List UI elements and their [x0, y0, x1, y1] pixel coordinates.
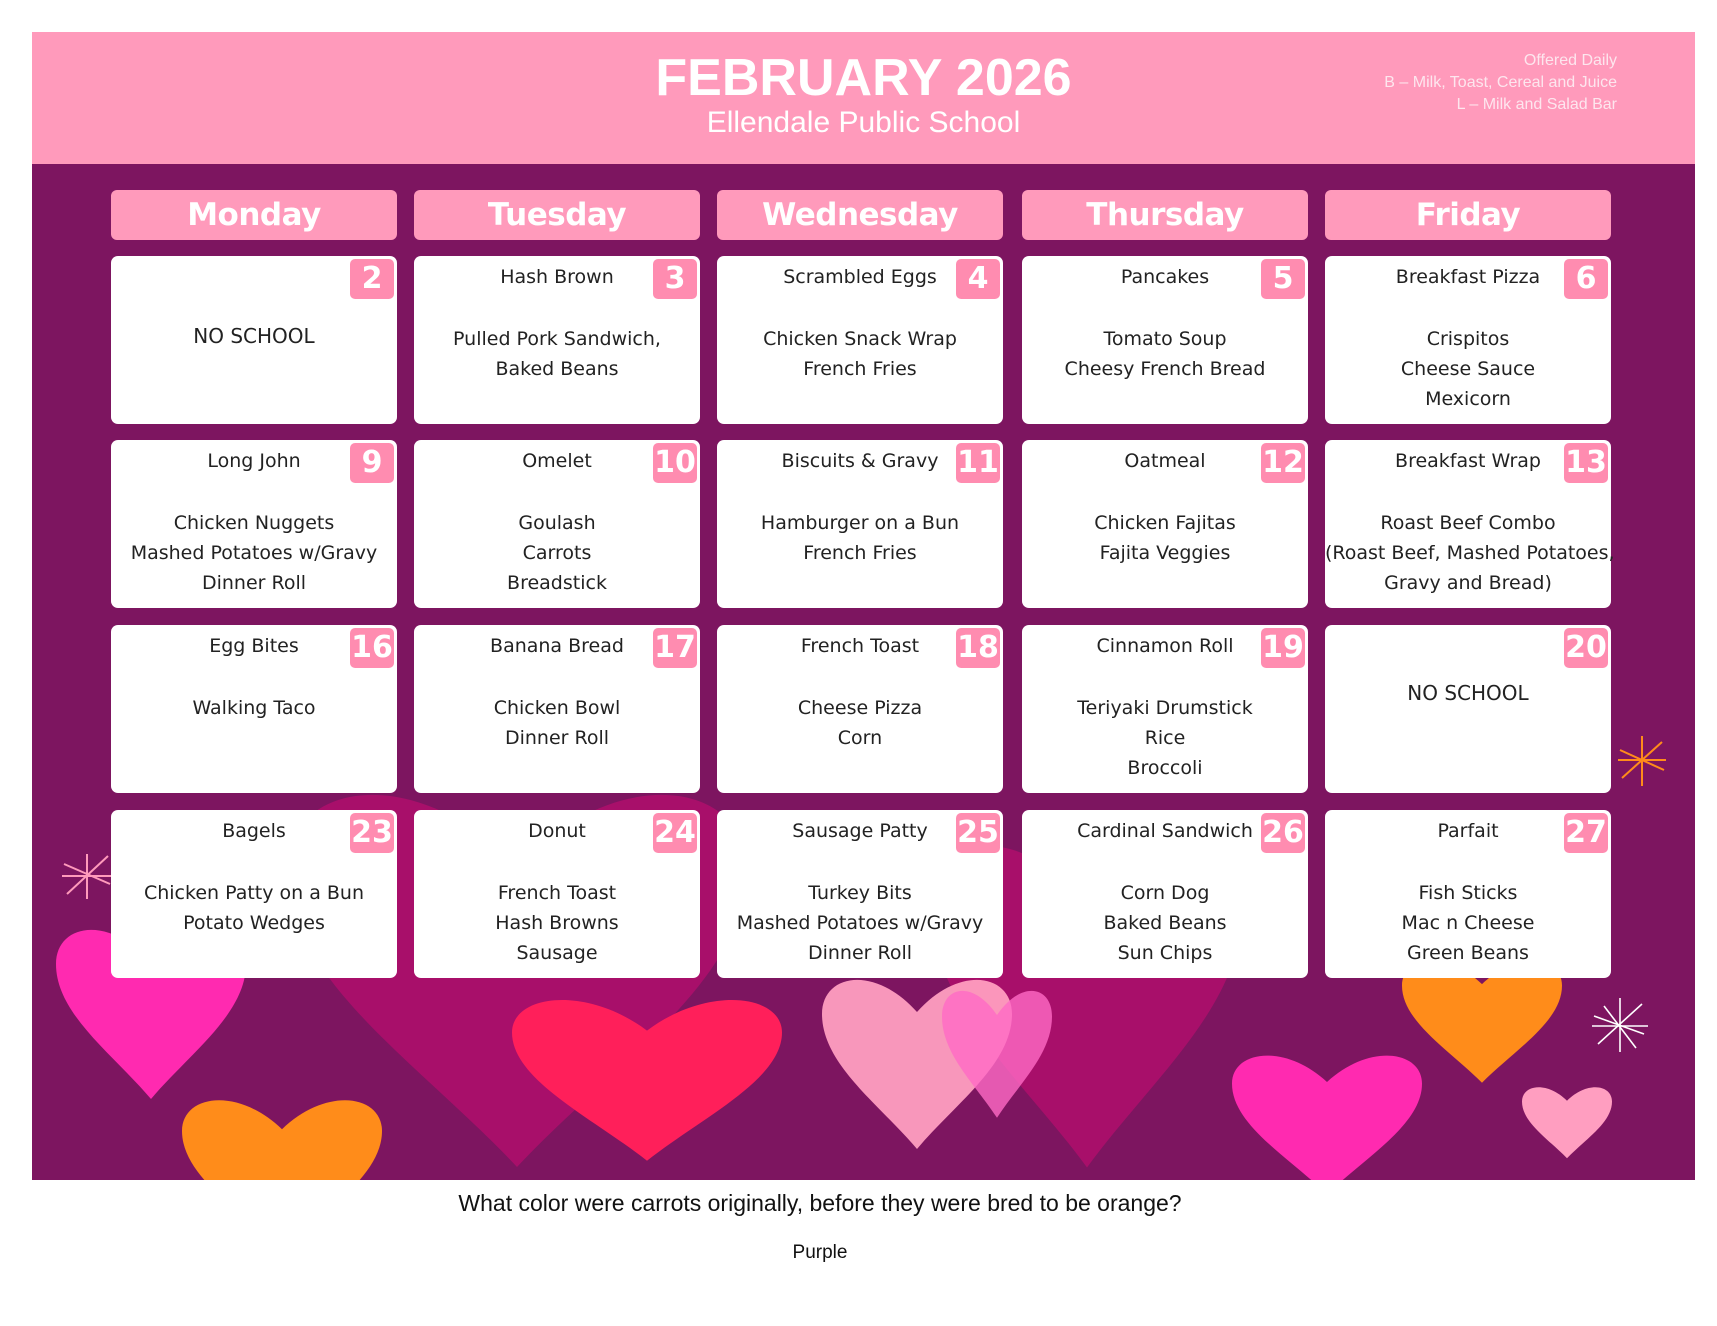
offered-daily-breakfast: B – Milk, Toast, Cereal and Juice: [1384, 74, 1617, 91]
offered-daily-note: [1384, 50, 1617, 116]
breakfast-item: Sausage Patty: [792, 820, 928, 842]
lunch-items: [414, 878, 700, 968]
lunch-item: Corn Dog: [1120, 882, 1210, 904]
day-header-friday: Friday: [1325, 190, 1611, 240]
lunch-item: Chicken Fajitas: [1094, 512, 1236, 534]
lunch-items: [717, 324, 1003, 384]
menu-cell: [717, 625, 1003, 793]
day-number: 24: [653, 813, 697, 853]
lunch-items: [1022, 324, 1308, 384]
lunch-item: Dinner Roll: [504, 727, 610, 749]
offered-daily-heading: Offered Daily: [1523, 52, 1617, 69]
menu-cell: [1022, 256, 1308, 424]
day-number: 2: [350, 259, 394, 299]
menu-cell: [1325, 810, 1611, 978]
lunch-item: Turkey Bits: [808, 882, 912, 904]
lunch-item: Gravy and Bread): [1384, 572, 1552, 594]
no-school-label: NO SCHOOL: [193, 324, 315, 348]
day-number: 27: [1564, 813, 1608, 853]
menu-cell: [111, 256, 397, 424]
lunch-item: Tomato Soup: [1103, 328, 1227, 350]
lunch-item: Mashed Potatoes w/Gravy: [736, 912, 984, 934]
school-name: Ellendale Public School: [706, 106, 1021, 139]
lunch-item: Fajita Veggies: [1099, 542, 1231, 564]
lunch-item: French Toast: [497, 882, 617, 904]
breakfast-item: Parfait: [1437, 820, 1499, 842]
sparkle-icon-right-orange: [1618, 736, 1666, 786]
lunch-items: [1022, 693, 1308, 783]
breakfast-item: Breakfast Wrap: [1395, 450, 1541, 472]
menu-cell: [717, 810, 1003, 978]
lunch-items: [717, 508, 1003, 568]
lunch-items: [1022, 508, 1308, 568]
lunch-item: Dinner Roll: [201, 572, 307, 594]
day-number: 3: [653, 259, 697, 299]
day-number: 16: [350, 628, 394, 668]
day-header-wednesday: Wednesday: [717, 190, 1003, 240]
menu-cell: [1022, 625, 1308, 793]
lunch-item: Rice: [1144, 727, 1186, 749]
lunch-item: Roast Beef Combo: [1380, 512, 1556, 534]
menu-cell: [717, 256, 1003, 424]
lunch-item: Goulash: [518, 512, 596, 534]
heart-orange-right: [1402, 961, 1562, 1083]
lunch-item: Fish Sticks: [1418, 882, 1518, 904]
lunch-items: [1325, 878, 1611, 968]
menu-cell: [414, 625, 700, 793]
breakfast-item: Egg Bites: [209, 635, 299, 657]
menu-cell: [1325, 625, 1611, 793]
day-number: 6: [1564, 259, 1608, 299]
lunch-items: [111, 878, 397, 938]
lunch-items: [1325, 324, 1611, 414]
breakfast-item: French Toast: [800, 635, 920, 657]
trivia-answer: Purple: [792, 1242, 848, 1263]
heart-magenta-right: [1232, 1056, 1422, 1180]
lunch-item: Sun Chips: [1117, 942, 1213, 964]
sparkle-icon-right-white: [1592, 998, 1648, 1052]
lunch-item: French Fries: [803, 542, 917, 564]
no-school-label: NO SCHOOL: [1407, 681, 1529, 705]
lunch-item: Dinner Roll: [807, 942, 913, 964]
trivia-question: What color were carrots originally, before they were bred to be orange?: [458, 1190, 1182, 1216]
lunch-items: [1022, 878, 1308, 968]
lunch-item: Walking Taco: [192, 697, 316, 719]
breakfast-item: Long John: [207, 450, 301, 472]
lunch-items: [717, 878, 1003, 968]
day-number: 17: [653, 628, 697, 668]
breakfast-item: Bagels: [222, 820, 286, 842]
breakfast-item: Pancakes: [1120, 266, 1210, 288]
lunch-item: Chicken Snack Wrap: [763, 328, 957, 350]
sparkle-icon-left: [62, 854, 112, 899]
lunch-items: [111, 693, 397, 723]
menu-cell: [717, 440, 1003, 608]
lunch-item: Cheese Pizza: [797, 697, 923, 719]
lunch-item: Mac n Cheese: [1401, 912, 1535, 934]
menu-cell: [414, 440, 700, 608]
lunch-item: Baked Beans: [495, 358, 619, 380]
lunch-item: Hash Browns: [495, 912, 619, 934]
lunch-item: Potato Wedges: [183, 912, 325, 934]
lunch-item: Mashed Potatoes w/Gravy: [130, 542, 378, 564]
lunch-item: Sausage: [516, 942, 598, 964]
lunch-item: Cheese Sauce: [1400, 358, 1536, 380]
breakfast-item: Banana Bread: [490, 635, 624, 657]
breakfast-item: Oatmeal: [1124, 450, 1206, 472]
lunch-items: [1325, 508, 1615, 598]
menu-cell: [111, 440, 397, 608]
lunch-item: Broccoli: [1127, 757, 1203, 779]
day-number: 26: [1261, 813, 1305, 853]
lunch-item: French Fries: [803, 358, 917, 380]
lunch-item: Crispitos: [1426, 328, 1510, 350]
day-number: 5: [1261, 259, 1305, 299]
day-number: 19: [1261, 628, 1305, 668]
lunch-item: Baked Beans: [1103, 912, 1227, 934]
day-number: 18: [956, 628, 1000, 668]
day-header-tuesday: Tuesday: [414, 190, 700, 240]
day-number: 10: [653, 443, 697, 483]
menu-cell: [1022, 810, 1308, 978]
breakfast-item: Hash Brown: [500, 266, 614, 288]
lunch-items: [414, 693, 700, 753]
calendar-board: [32, 164, 1695, 1180]
lunch-item: Chicken Patty on a Bun: [143, 882, 365, 904]
lunch-item: Teriyaki Drumstick: [1077, 697, 1253, 719]
lunch-items: [414, 508, 700, 598]
lunch-item: Cheesy French Bread: [1064, 358, 1266, 380]
breakfast-item: Biscuits & Gravy: [781, 450, 939, 472]
day-number: 25: [956, 813, 1000, 853]
breakfast-item: Scrambled Eggs: [783, 266, 937, 288]
lunch-item: Corn: [837, 727, 883, 749]
day-number: 11: [956, 443, 1000, 483]
breakfast-item: Cardinal Sandwich: [1077, 820, 1253, 842]
lunch-items: [717, 693, 1003, 753]
lunch-item: Pulled Pork Sandwich,: [453, 328, 661, 350]
lunch-items: [414, 324, 700, 384]
offered-daily-lunch: L – Milk and Salad Bar: [1456, 96, 1617, 113]
day-number: 13: [1564, 443, 1608, 483]
heart-orange-left: [182, 1100, 382, 1180]
lunch-item: Breadstick: [507, 572, 607, 594]
menu-cell: [414, 256, 700, 424]
lunch-item: (Roast Beef, Mashed Potatoes,: [1325, 542, 1615, 564]
lunch-item: Green Beans: [1407, 942, 1529, 964]
lunch-item: Chicken Nuggets: [173, 512, 335, 534]
menu-cell: [1325, 440, 1615, 608]
day-header-monday: Monday: [111, 190, 397, 240]
menu-cell: [1325, 256, 1611, 424]
heart-small-pink: [1522, 1087, 1612, 1158]
day-number: 23: [350, 813, 394, 853]
lunch-items: [111, 508, 397, 598]
day-number: 4: [956, 259, 1000, 299]
lunch-item: Hamburger on a Bun: [760, 512, 960, 534]
breakfast-item: Omelet: [522, 450, 592, 472]
lunch-item: Carrots: [522, 542, 592, 564]
menu-cell: [111, 810, 397, 978]
day-number: 12: [1261, 443, 1305, 483]
menu-cell: [414, 810, 700, 978]
breakfast-item: Cinnamon Roll: [1096, 635, 1234, 657]
lunch-item: Chicken Bowl: [493, 697, 621, 719]
day-header-thursday: Thursday: [1022, 190, 1308, 240]
breakfast-item: Breakfast Pizza: [1395, 266, 1541, 288]
menu-cell: [1022, 440, 1308, 608]
page-title: FEBRUARY 2026: [655, 49, 1072, 107]
header-banner: [32, 32, 1695, 164]
menu-cell: [111, 625, 397, 793]
lunch-item: Mexicorn: [1425, 388, 1511, 410]
day-number: 9: [350, 443, 394, 483]
breakfast-item: Donut: [528, 820, 586, 842]
day-number: 20: [1564, 628, 1608, 668]
